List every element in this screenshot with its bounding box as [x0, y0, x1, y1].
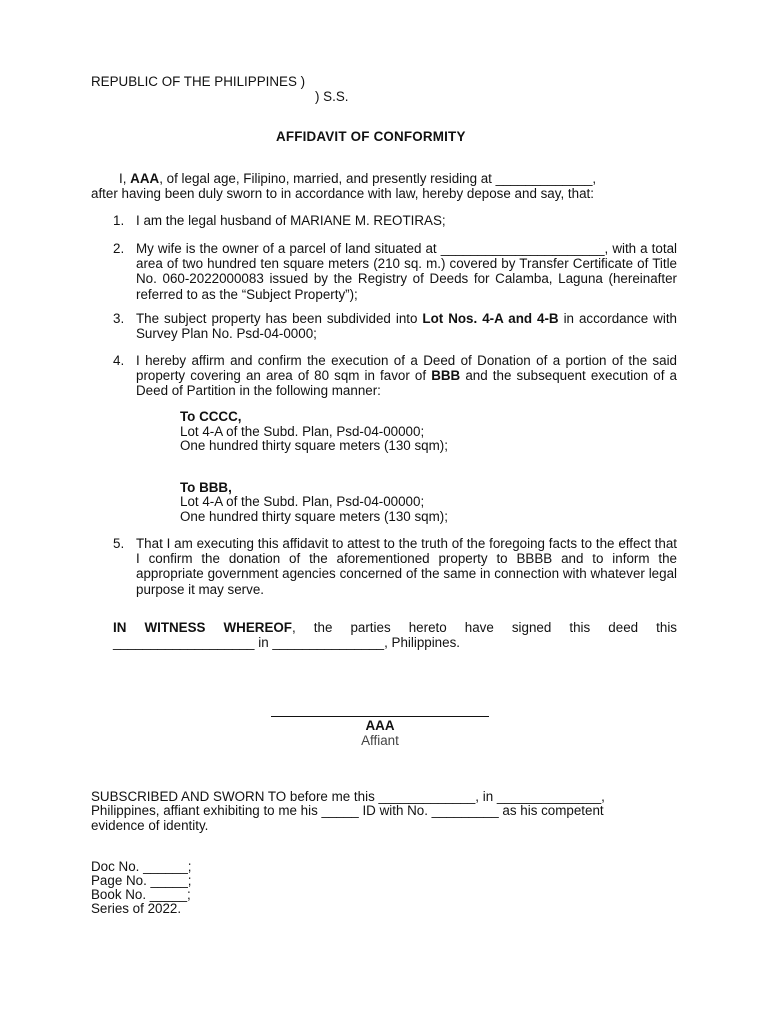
header-ss: ) S.S.	[315, 89, 349, 104]
item-3-text-end: in accordance with Survey Plan No. Psd-04-0000;	[136, 311, 677, 342]
witness-heading: IN WITNESS WHEREOF	[113, 620, 292, 635]
signatory-name: AAA	[365, 718, 395, 733]
lot-numbers: Lot Nos. 4-A and 4-B	[422, 311, 559, 326]
intro-text-end: , of legal age, Filipino, married, and presently residing at _____________,	[159, 171, 597, 186]
jurat-line-2: Philippines, affiant exhibiting to me his _____ ID with No. _________ as his competent	[91, 803, 604, 818]
partition-1-area: One hundred thirty square meters (130 sqm);	[180, 438, 448, 453]
notarial-doc-no: Doc No. ______;	[91, 859, 192, 874]
item-1-number: 1.	[113, 213, 125, 228]
document-title: AFFIDAVIT OF CONFORMITY	[276, 129, 466, 144]
notarial-book-no: Book No. _____;	[91, 887, 191, 902]
witness-line-2: ___________________ in _______________, Philippines.	[113, 635, 460, 650]
item-3-number: 3.	[113, 311, 125, 326]
item-4-text-start: I hereby affirm and confirm the execution of a Deed of Donation of a portion of the said property covering an area of 80 sqm in favor of	[136, 353, 677, 384]
donee-name: BBB	[431, 368, 461, 384]
signature-line	[271, 716, 489, 717]
jurat-line-3: evidence of identity.	[91, 818, 209, 833]
item-1-text: I am the legal husband of MARIANE M. REOTIRAS;	[136, 213, 446, 228]
item-3-text-start: The subject property has been subdivided into	[136, 311, 423, 326]
partition-2-lot: Lot 4-A of the Subd. Plan, Psd-04-00000;	[180, 494, 425, 509]
item-4-text	[136, 353, 677, 399]
notarial-page-no: Page No. _____;	[91, 873, 192, 888]
witness-line-1	[113, 620, 677, 635]
header-republic: REPUBLIC OF THE PHILIPPINES )	[91, 74, 306, 89]
item-2-text: My wife is the owner of a parcel of land situated at ______________________, with a total area of two hundred ten square meters (210 sq. m.) covered by Transfer Certificate of Title No. 060-2022000083 issued by the Registry of Deeds for Calamba, Laguna (hereinafter referred to as the “Subject Property”);	[136, 241, 677, 302]
jurat-line-1: SUBSCRIBED AND SWORN TO before me this _____________, in ______________,	[91, 789, 605, 804]
notarial-series: Series of 2022.	[91, 901, 182, 916]
item-5-text: That I am executing this affidavit to attest to the truth of the foregoing facts to the effect that I confirm the donation of the aforementioned property to BBBB and to inform the appropriate government agencies concerned of the same in connection with whatever legal purpose it may serve.	[136, 536, 677, 597]
partition-2-recipient: To BBB,	[180, 480, 232, 495]
signatory-role: Affiant	[361, 733, 399, 748]
item-2-number: 2.	[113, 241, 125, 256]
item-4-number: 4.	[113, 353, 125, 368]
intro-text-start: I,	[119, 171, 131, 186]
partition-1-lot: Lot 4-A of the Subd. Plan, Psd-04-00000;	[180, 424, 425, 439]
intro-line-2: after having been duly sworn to in accordance with law, hereby depose and say, that:	[91, 186, 594, 201]
witness-text: , the parties hereto have signed this deed this	[291, 620, 677, 635]
partition-2-area: One hundred thirty square meters (130 sqm);	[180, 509, 448, 524]
item-4-text-end: and the subsequent execution of a Deed of Partition in the following manner:	[136, 368, 677, 399]
affiant-name: AAA	[130, 171, 160, 186]
item-5-number: 5.	[113, 536, 125, 551]
intro-line-1	[119, 171, 596, 186]
item-3-text	[136, 311, 677, 341]
partition-1-recipient: To CCCC,	[180, 409, 242, 424]
